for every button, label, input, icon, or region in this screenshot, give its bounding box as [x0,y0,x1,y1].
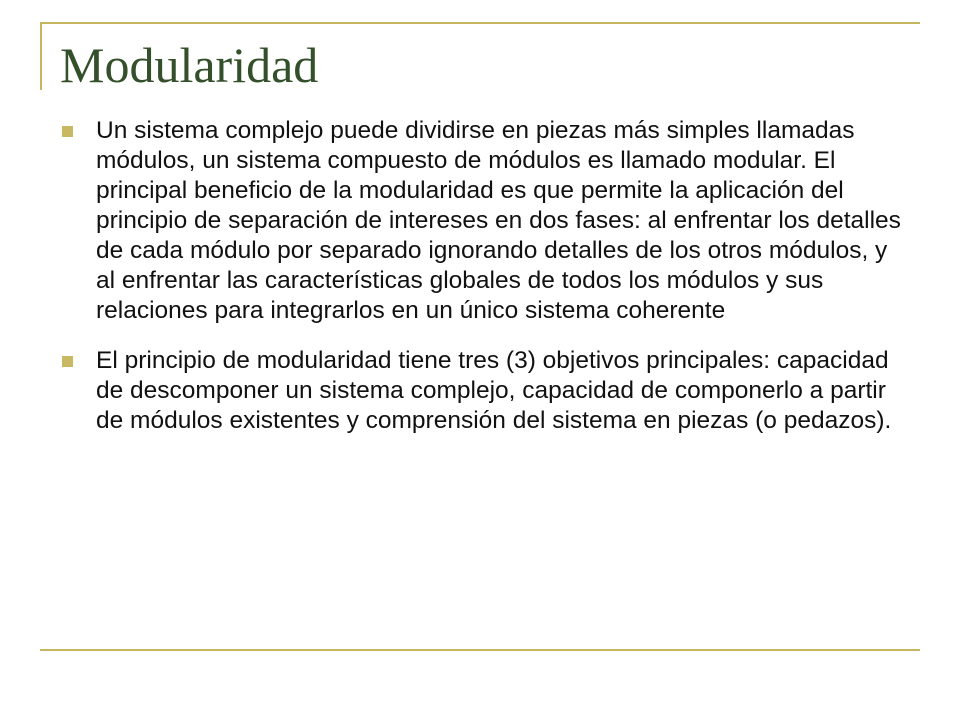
bullet-text: Un sistema complejo puede dividirse en piezas más simples llamadas módulos, un sistema compuesto de módulos es llamado modular. El principal beneficio de la modularidad es que permite la aplicación del principio de separación de intereses en dos fases: al enfrentar los detalles de cada módulo por separado ignorando detalles de los otros módulos, y al enfrentar las características globales de todos los módulos y sus relaciones para integrarlos en un único sistema coherente [96,117,901,324]
bullet-item [60,116,910,326]
frame-bottom-rule [40,649,920,651]
bullet-list [60,116,910,456]
bullet-item [60,346,910,436]
frame-top-rule [40,22,920,24]
slide-title: Modularidad [60,37,319,93]
bullet-text: El principio de modularidad tiene tres (3) objetivos principales: capacidad de descomponer un sistema complejo, capacidad de componerlo a partir de módulos existentes y comprensión del sistema en piezas (o pedazos). [96,347,892,434]
square-bullet-icon [62,356,73,367]
frame-left-rule [40,22,42,90]
square-bullet-icon [62,126,73,137]
